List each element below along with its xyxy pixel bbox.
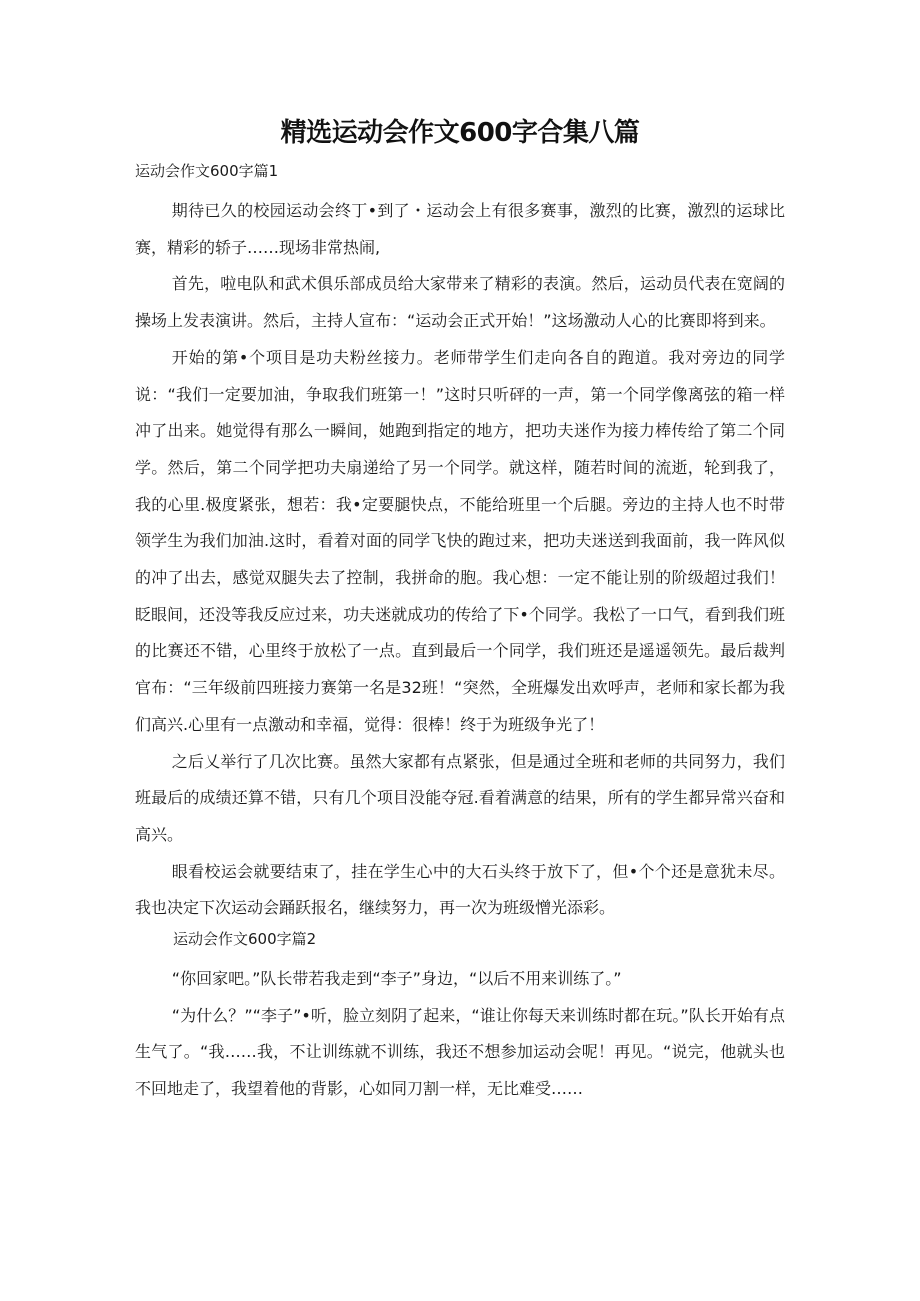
document-title: 精选运动会作文600字合集八篇 (280, 118, 640, 148)
paragraph: “为什么？”“李子”•听，脸立刻阴了起来，“谁让你每天来训练时都在玩。”队长开始有点生气了。“我……我，不让训练就不训练，我还不想参加运动会呢！再见。“说完，他就头也不回地走了，我望着他的背影，心如同刀割一样，无比难受…… (135, 1005, 785, 1099)
paragraph: 期待已久的校园运动会终丁•到了・运动会上有很多赛事，激烈的比赛，激烈的运球比赛，精彩的轿子……现场非常热闹, (135, 201, 785, 257)
paragraph: “你回家吧。”队长带若我走到“李子”身边，“以后不用来训练了。” (171, 969, 622, 989)
paragraph: 之后乂举行了几次比赛。虽然大家都有点紧张，但是通过全班和老师的共同努力，我们班最后的成绩还算不错，只有几个项目没能夺冠.看着满意的结果，所有的学生都异常兴奋和高兴。 (135, 751, 785, 844)
section-heading-1: 运动会作文600字篇1 (135, 162, 279, 180)
paragraph: 开始的第•个项目是功夫粉丝接力。老师带学生们走向各自的跑道。我对旁边的同学说：“我们一定要加油，争取我们班第一！”这时只听砰的一声，第一个同学像离弦的箱一样冲了出来。她觉得有那么一瞬间，她跑到指定的地方，把功夫迷作为接力棒传给了第二个同学。然后，第二个同学把功夫扇递给了另一个同学。就这样，随若时间的流逝，轮到我了，我的心里.极度紧张，想若：我•定要腿快点，不能给班里一个后腿。旁边的主持人也不时带领学生为我们加油.这时，看着对面的同学飞快的跑过来，把功夫迷送到我面前，我一阵风似的冲了出去，感觉双腿失去了控制，我拼命的胞。我心想：一定不能让别的阶级超过我们！眨眼间，还没等我反应过来，功夫迷就成功的传给了下•个同学。我松了一口气，看到我们班的比赛还不错，心里终于放松了一点。直到最后一个同学，我们班还是遥遥领先。最后裁判官布：“三年级前四班接力赛第一名是32班！“突然，全班爆发出欢呼声，老师和家长都为我们高兴.心里有一点激动和幸福，觉得：很棒！终于为班级争光了！ (135, 347, 785, 734)
section-heading-2: 运动会作文600字篇2 (173, 930, 317, 949)
paragraph: 眼看校运会就要结束了，挂在学生心中的大石头终于放下了，但•个个还是意犹未尽。我也决定下次运动会踊跃报名，继续努力，再一次为班级憎光添彩。 (135, 861, 785, 918)
document-body (135, 157, 785, 1108)
paragraph: 首先，啦电队和武术俱乐部成员给大家带来了精彩的表演。然后，运动员代表在宽阔的操场上发表演讲。然后，主持人宣布：“运动会正式开始！”这场激动人心的比赛即将到来。 (135, 274, 785, 331)
